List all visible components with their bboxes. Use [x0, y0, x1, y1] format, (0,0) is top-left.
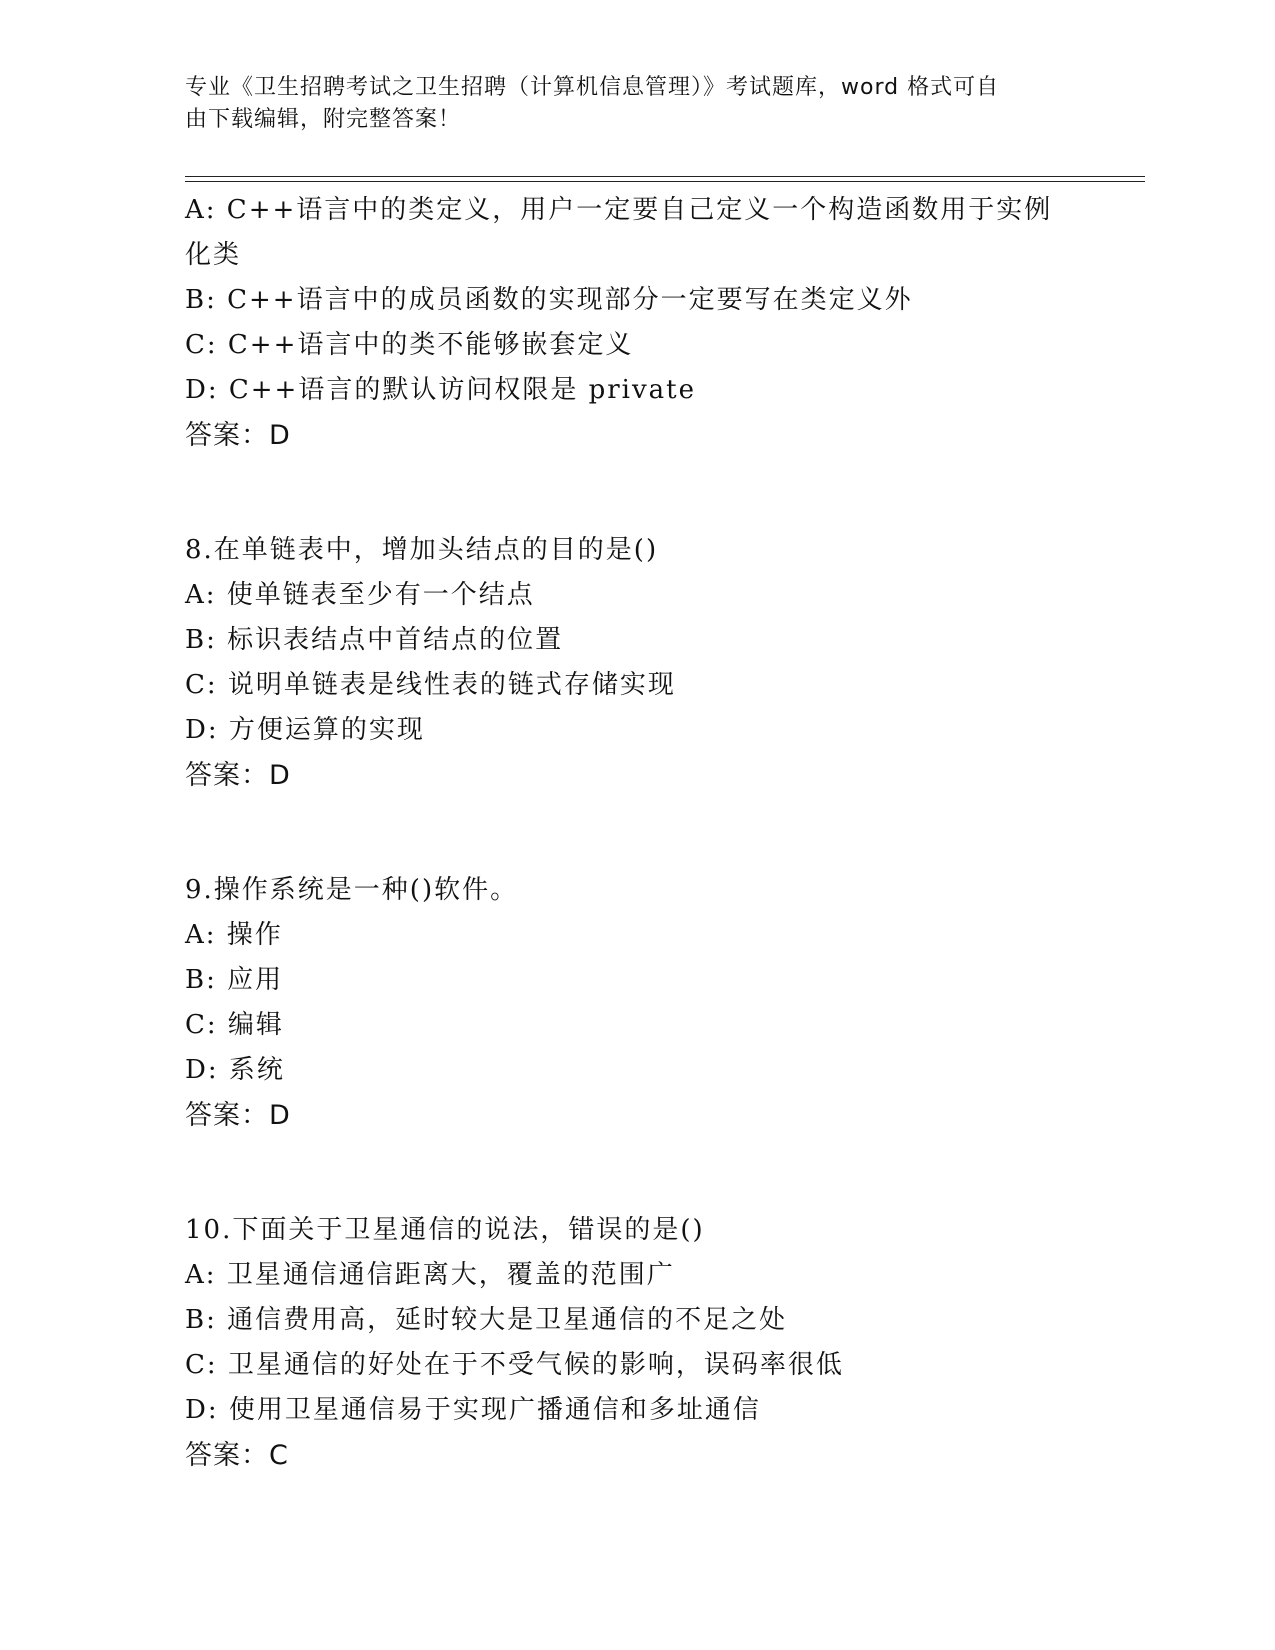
document-header: [185, 72, 1065, 136]
answer-label: 答案：C: [185, 1440, 289, 1471]
answer-label: 答案：D: [185, 760, 291, 791]
option-d: D: C++语言的默认访问权限是 private: [185, 375, 697, 405]
option-c: C: 说明单链表是线性表的链式存储实现: [185, 670, 676, 700]
option-a: A: 卫星通信通信距离大，覆盖的范围广: [185, 1260, 675, 1290]
option-b: B: C++语言中的成员函数的实现部分一定要写在类定义外: [185, 285, 913, 315]
option-a-line-2: 化类: [185, 240, 242, 270]
option-a-line-1: A: C++语言中的类定义，用户一定要自己定义一个构造函数用于实例: [185, 195, 1053, 225]
question-text: 8.在单链表中，增加头结点的目的是(): [185, 535, 659, 565]
question-block-8: [185, 528, 1085, 798]
option-a: A: 使单链表至少有一个结点: [185, 580, 535, 610]
spacer: [185, 458, 1085, 528]
header-line-1: 专业《卫生招聘考试之卫生招聘（计算机信息管理）》考试题库，word 格式可自: [185, 75, 1000, 100]
question-block-10: [185, 1208, 1085, 1478]
option-c: C: 卫星通信的好处在于不受气候的影响，误码率很低: [185, 1350, 844, 1380]
option-b: B: 应用: [185, 965, 284, 995]
header-divider-top: [185, 176, 1145, 177]
option-a: A: 操作: [185, 920, 283, 950]
answer-label: 答案：D: [185, 420, 291, 451]
header-line-2: 由下载编辑，附完整答案！: [185, 107, 462, 132]
question-block-9: [185, 868, 1085, 1138]
question-text: 10.下面关于卫星通信的说法，错误的是(): [185, 1215, 705, 1245]
question-text: 9.操作系统是一种()软件。: [185, 875, 519, 905]
option-c: C: 编辑: [185, 1010, 284, 1040]
option-b: B: 标识表结点中首结点的位置: [185, 625, 564, 655]
header-divider-bottom: [185, 181, 1145, 182]
spacer: [185, 798, 1085, 868]
question-block-7: [185, 188, 1085, 458]
option-c: C: C++语言中的类不能够嵌套定义: [185, 330, 634, 360]
question-list: [185, 188, 1085, 1478]
option-d: D: 使用卫星通信易于实现广播通信和多址通信: [185, 1395, 761, 1425]
answer-label: 答案：D: [185, 1100, 291, 1131]
option-b: B: 通信费用高，延时较大是卫星通信的不足之处: [185, 1305, 788, 1335]
option-d: D: 系统: [185, 1055, 285, 1085]
option-d: D: 方便运算的实现: [185, 715, 425, 745]
spacer: [185, 1138, 1085, 1208]
